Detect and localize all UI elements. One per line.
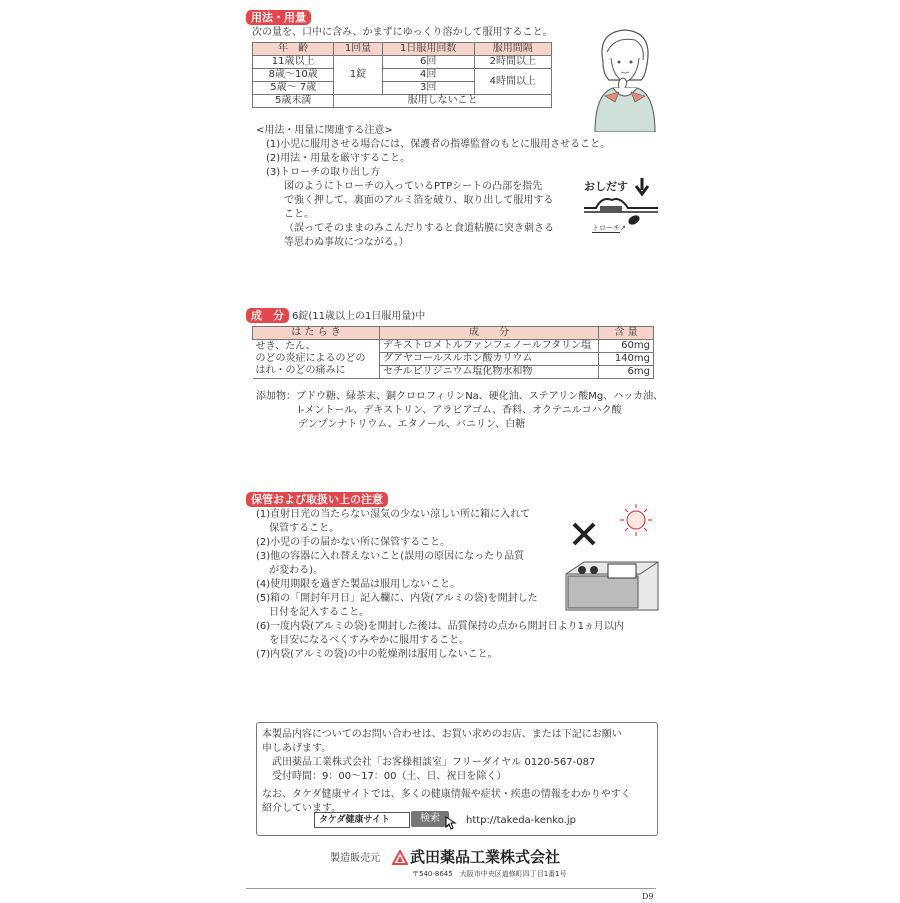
interval-cell: 4時間以上 xyxy=(474,69,551,95)
search-input[interactable]: タケダ健康サイト xyxy=(314,812,410,828)
ingredient-cell: グアヤコールスルホン酸カリウム xyxy=(380,353,599,366)
storage-line: (6)一度内袋(アルミの袋)を開封した後は、品質保持の点から開封日より1ヵ月以内 xyxy=(256,621,624,632)
storage-badge: 保管および取扱い上の注意 xyxy=(246,492,388,507)
press-label: おしだす xyxy=(584,180,628,193)
times-cell: 6回 xyxy=(382,56,474,69)
page-code: D9 xyxy=(642,892,654,901)
sun-icon xyxy=(620,504,652,536)
troche-text: 図のようにトローチの入っているPTPシートの凸部を指先 xyxy=(284,181,543,192)
times-cell: 4回 xyxy=(382,69,474,82)
maker-address: 〒540-8645 大阪市中央区道修町四丁目1番1号 xyxy=(412,870,567,878)
website-url[interactable]: http://takeda-kenko.jp xyxy=(466,815,576,826)
function-line: はれ・のどの痛みに xyxy=(255,365,346,376)
contact-line: 武田薬品工業株式会社「お客様相談室」フリーダイヤル 0120-567-087 xyxy=(262,757,596,768)
contact-line: 本製品内容についてのお問い合わせは、お買い求めのお店、または下記にお願い xyxy=(262,729,622,740)
storage-line: (4)使用期限を過ぎた製品は服用しないこと。 xyxy=(256,579,461,590)
amount-cell: 60mg xyxy=(599,340,654,353)
age-cell: 5歳未満 xyxy=(253,95,334,108)
contact-line: なお、タケダ健康サイトでは、多くの健康情報や症状・疾患の情報をわかりやすく xyxy=(262,789,631,800)
additives-line: デンプンナトリウム、エタノール、バニリン、白糖 xyxy=(298,419,526,430)
ingredient-cell: デキストロメトルファンフェノールフタリン塩 xyxy=(380,340,599,353)
troche-text: こと。 xyxy=(284,209,314,220)
dosage-table xyxy=(252,42,552,108)
storage-line: (2)小児の手の届かない所に保管すること。 xyxy=(256,537,451,548)
col-ingredient: 成 分 xyxy=(380,327,599,340)
takeda-logo-icon xyxy=(392,850,408,865)
dose-cell: 1錠 xyxy=(334,56,382,95)
ingredient-cell: セチルピリジニウム塩化物水和物 xyxy=(380,366,599,379)
ingredients-table xyxy=(252,326,654,379)
bottom-rule xyxy=(246,888,656,889)
dosage-badge: 用法・用量 xyxy=(246,10,311,25)
age-cell: 8歳～10歳 xyxy=(253,69,334,82)
age-cell: 5歳～ 7歳 xyxy=(253,82,334,95)
col-amount: 含 量 xyxy=(599,327,654,340)
storage-line: が変わる)。 xyxy=(256,565,324,576)
ingredients-badge: 成 分 xyxy=(246,308,289,323)
col-interval: 服用間隔 xyxy=(474,43,551,56)
interval-cell: 2時間以上 xyxy=(474,56,551,69)
contact-line: 申しあげます。 xyxy=(262,743,332,754)
storage-line: (3)他の容器に入れ替えないこと(誤用の原因になったり品質 xyxy=(256,551,525,562)
times-cell: 3回 xyxy=(382,82,474,95)
maker-label: 製造販売元 xyxy=(330,853,380,864)
col-dose: 1回量 xyxy=(334,43,382,56)
dosage-notes-title: <用法・用量に関連する注意> xyxy=(256,125,393,136)
dosage-note: (3)トローチの取り出し方 xyxy=(266,167,381,178)
additives-line: l-メントール、デキストリン、アラビアゴム、香料、オクテニルコハク酸 xyxy=(298,405,622,416)
col-function: は た ら き xyxy=(253,327,380,340)
storage-line: (7)内袋(アルミの袋)の中の乾燥剤は服用しないこと。 xyxy=(256,649,498,660)
troche-text: （誤ってそのままのみこんだりすると食道粘膜に突き刺さる xyxy=(284,223,554,234)
not-for-use-cell: 服用しないこと xyxy=(334,95,552,108)
troche-label: トローチ↗ xyxy=(592,224,626,232)
woman-illustration xyxy=(585,22,665,132)
storage-line: 保管すること。 xyxy=(256,523,340,534)
function-line: のどの炎症によるのどの xyxy=(255,353,366,364)
function-cell xyxy=(253,340,380,379)
storage-line: (1)直射日光の当たらない湿気の少ない涼しい所に箱に入れて xyxy=(256,509,531,520)
search-button[interactable]: 検索 xyxy=(411,811,449,827)
ingredients-caption: 6錠(11歳以上の1日服用量)中 xyxy=(292,311,426,322)
dosage-note: (1)小児に服用させる場合には、保護者の指導監督のもとに服用させること。 xyxy=(266,139,611,150)
storage-line: を目安になるべくすみやかに服用すること。 xyxy=(256,635,470,646)
dosage-intro: 次の量を、口中に含み、かまずにゆっくり溶かして服用すること。 xyxy=(252,27,553,38)
troche-text: で強く押して、裏面のアルミ箔を破り、取り出して服用する xyxy=(284,195,554,206)
storage-line: 日付を記入すること。 xyxy=(256,607,370,618)
col-times: 1日服用回数 xyxy=(382,43,474,56)
age-cell: 11歳以上 xyxy=(253,56,334,69)
amount-cell: 140mg xyxy=(599,353,654,366)
col-age: 年 齢 xyxy=(253,43,334,56)
maker-name: 武田薬品工業株式会社 xyxy=(410,848,561,866)
storage-illustration xyxy=(564,500,660,618)
storage-line: (5)箱の「開封年月日」記入欄に、内袋(アルミの袋)を開封した xyxy=(256,593,538,604)
contact-line: 紹介しています。 xyxy=(262,803,342,814)
amount-cell: 6mg xyxy=(599,366,654,379)
cursor-icon xyxy=(445,816,457,830)
troche-text: 等思わぬ事故につながる。） xyxy=(284,237,409,248)
function-line: せき、たん、 xyxy=(255,341,316,352)
additives-line: 添加物：ブドウ糖、緑茶末、銅クロロフィリンNa、硬化油、ステアリン酸Mg、ハッカ油、 xyxy=(256,391,664,402)
contact-line: 受付時間：9：00～17：00（土、日、祝日を除く） xyxy=(262,771,507,782)
dosage-note: (2)用法・用量を厳守すること。 xyxy=(266,153,411,164)
